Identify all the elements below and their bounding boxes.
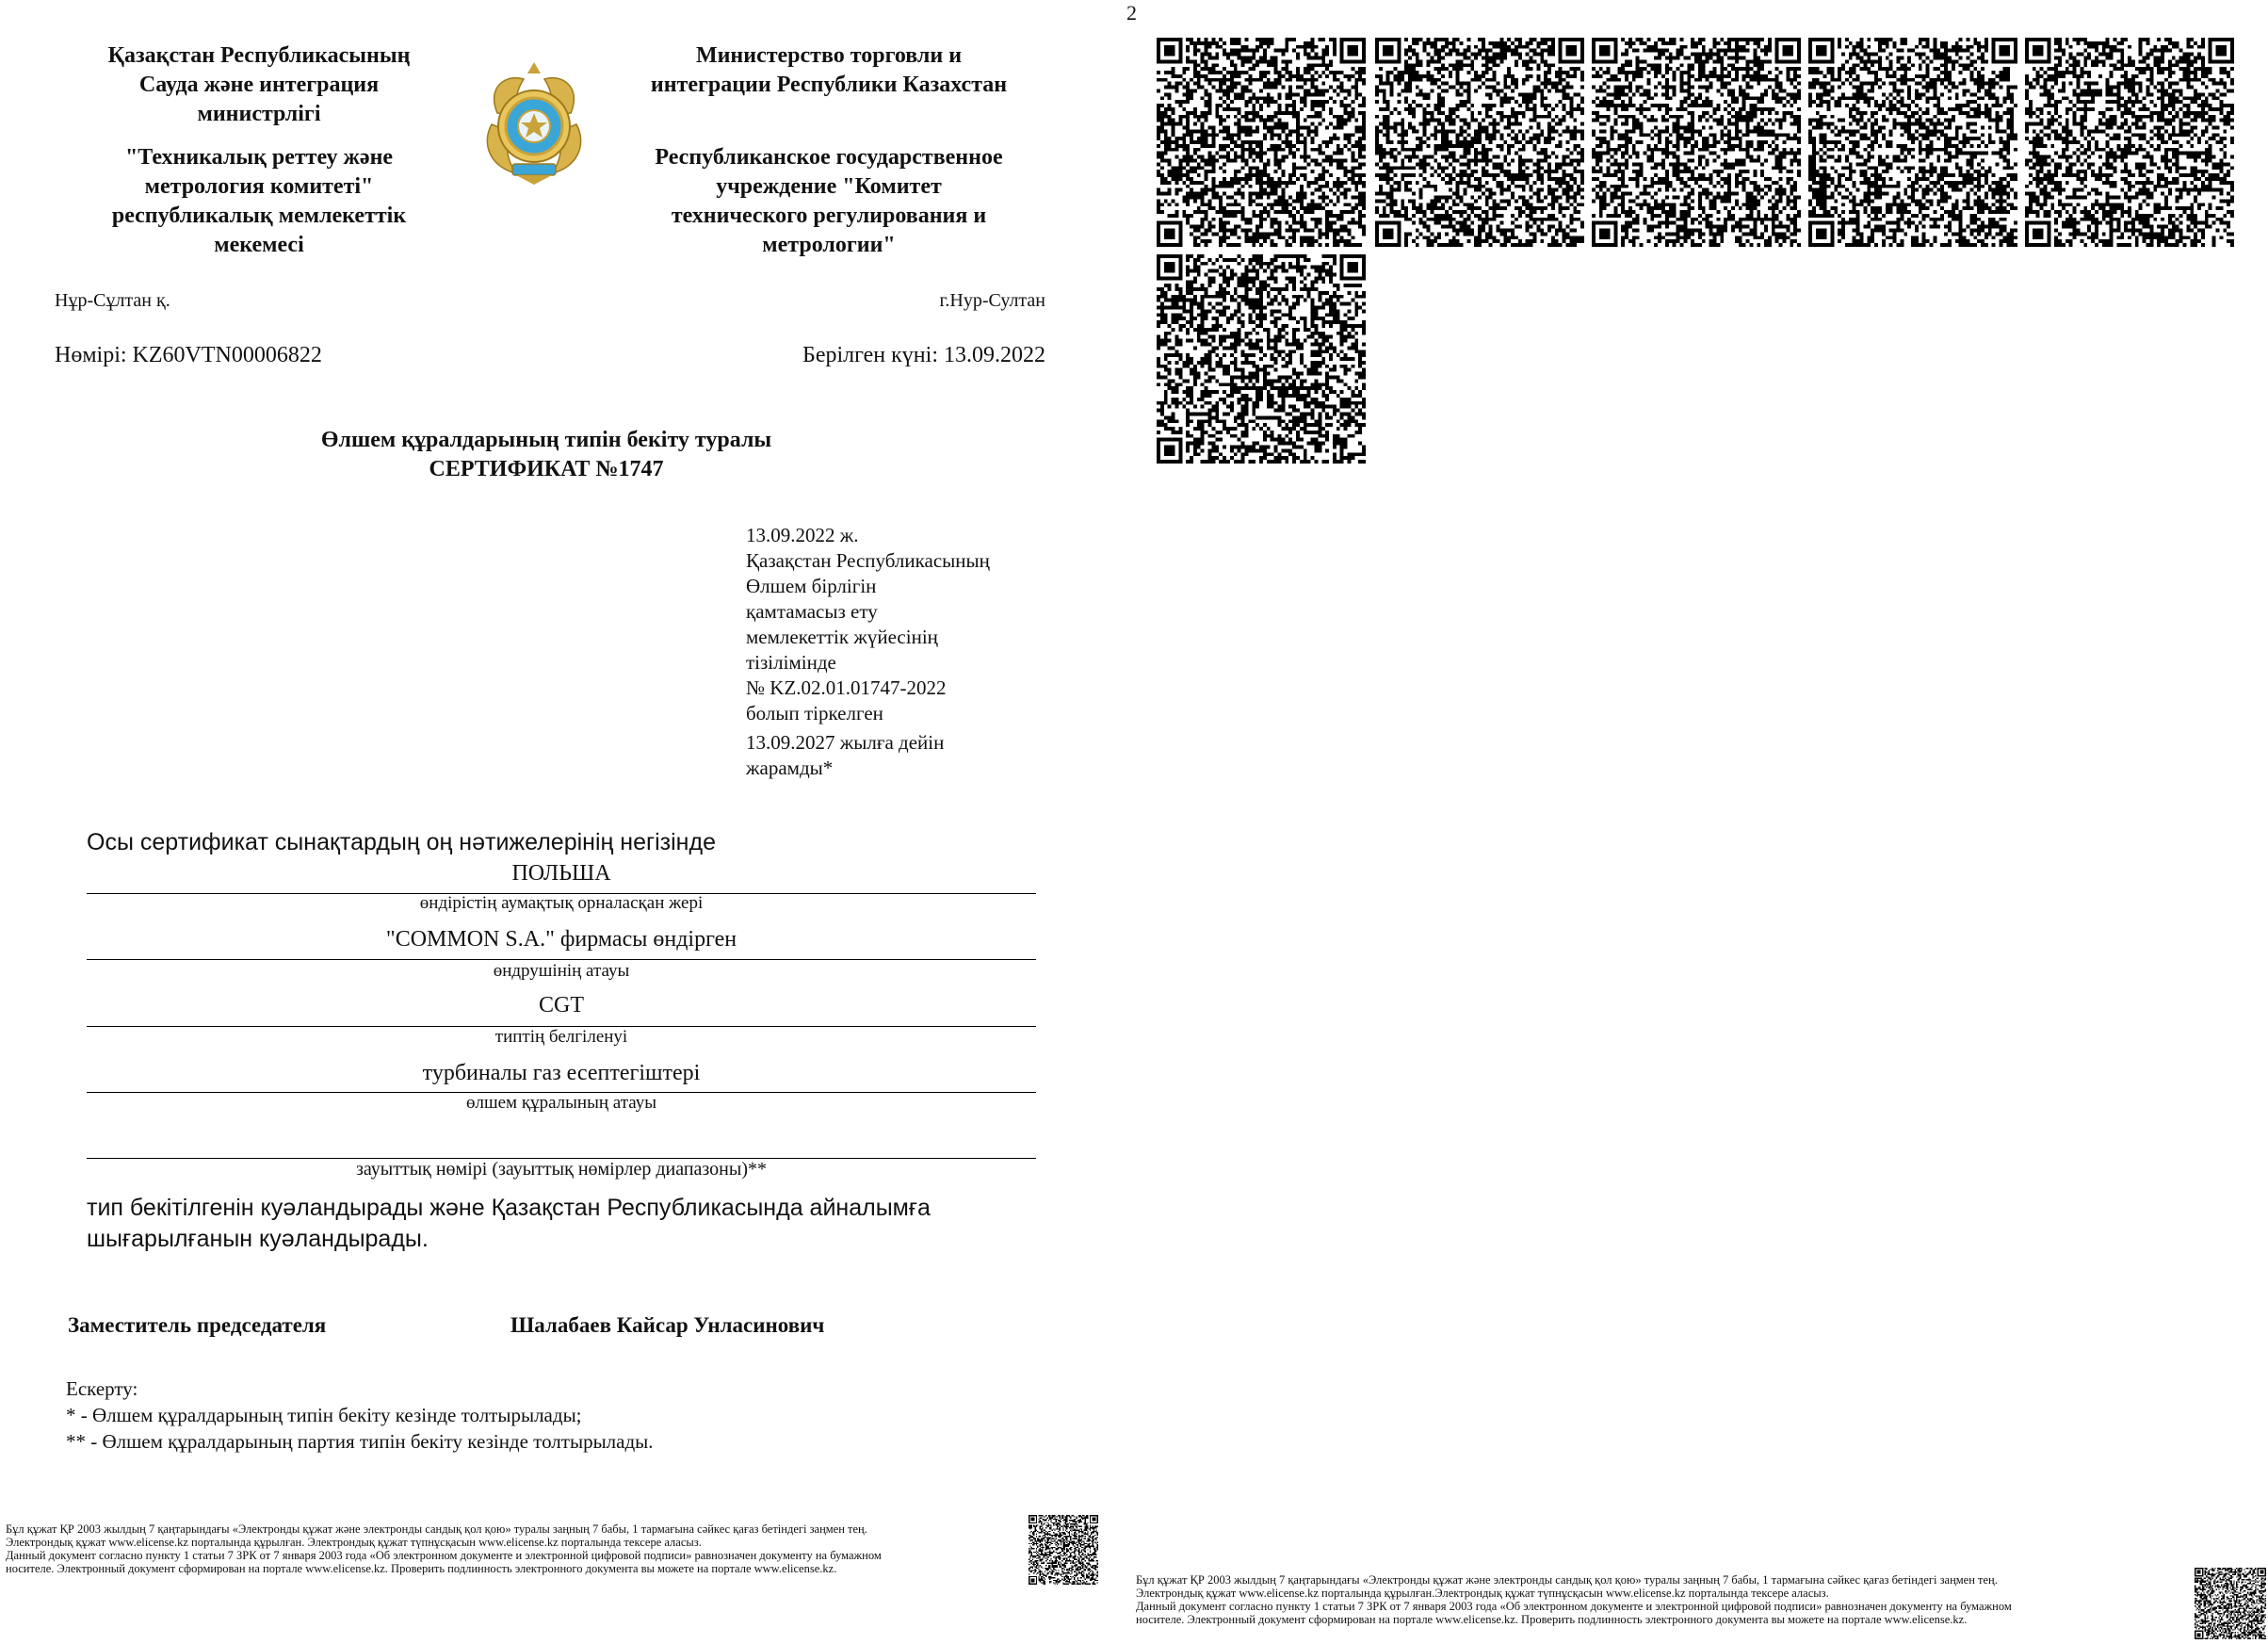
footer-line: Бұл құжат ҚР 2003 жылдың 7 қаңтарындағы «Электронды құжат және электронды сандық қол қою» туралы заңның 7 бабы, 1 тармағына сәйкес қағаз бетіндегі заңмен тең. — [1136, 1573, 1998, 1587]
registry-line: қамтамасыз ету — [746, 600, 878, 623]
footer-line: Электрондық құжат www.elicense.kz порталында құрылған. Электрондық құжат түпнұсқасын www.elicense.kz порталында тексере аласыз. — [6, 1536, 702, 1549]
registry-line: 13.09.2027 жылға дейін — [746, 731, 945, 754]
city-ru: г.Нур-Султан — [939, 290, 1045, 311]
page-number: 2 — [1126, 1, 1137, 24]
title-line: Өлшем құралдарының типін бекіту туралы — [320, 428, 772, 452]
header-right-line: учреждение "Комитет — [716, 174, 942, 199]
header-left-line: Сауда және интеграция — [138, 73, 380, 97]
header-left-committee — [57, 143, 462, 260]
header-right-line: Республиканское государственное — [655, 145, 1003, 170]
signatory-position: Заместитель председателя — [68, 1313, 327, 1337]
note-item: * - Өлшем құралдарының типін бекіту кезінде толтырылады; — [66, 1404, 582, 1426]
header-left-ministry — [57, 41, 462, 129]
notes-heading: Ескерту: — [66, 1377, 138, 1400]
field-instrument-label: өлшем құралының атауы — [466, 1093, 656, 1113]
header-right-line: интеграции Республики Казахстан — [650, 73, 1008, 97]
header-right-line: метрологии" — [762, 233, 896, 257]
registry-line: № KZ.02.01.01747-2022 — [746, 676, 947, 699]
header-left-line: метрология комитеті" — [144, 174, 374, 199]
footer-line: Данный документ согласно пункту 1 статьи 7 ЗРК от 7 января 2003 года «Об электронном документе и электронной цифровой подписи» равнозначен документу на бумажном — [6, 1549, 882, 1562]
qr-code-icon — [2195, 1568, 2266, 1639]
header-left-line: Қазақстан Республикасының — [107, 43, 411, 68]
registry-line: мемлекеттік жүйесінің — [746, 626, 938, 648]
registry-block — [746, 523, 1057, 781]
header-left-line: "Техникалық реттеу және — [124, 145, 394, 170]
registry-line: тізілімінде — [746, 651, 836, 674]
notes — [66, 1375, 654, 1455]
footer-line: Данный документ согласно пункту 1 статьи 7 ЗРК от 7 января 2003 года «Об электронном документе и электронной цифровой подписи» равнозначен документу на бумажном — [1136, 1600, 2012, 1613]
signatory-name: Шалабаев Кайсар Унласинович — [510, 1313, 825, 1337]
title-line: СЕРТИФИКАТ №1747 — [429, 457, 664, 481]
header-right-ministry — [612, 41, 1045, 100]
registry-line: Қазақстан Республикасының — [746, 549, 990, 572]
certificate-title — [170, 426, 923, 484]
registry-line: 13.09.2022 ж. — [746, 524, 859, 546]
field-manufacturer-value: "COMMON S.A." фирмасы өндірген — [385, 927, 737, 952]
qr-code-icon — [2025, 38, 2234, 247]
qr-code-icon — [1375, 38, 1584, 247]
field-manufacturer-label: өндрушінің атауы — [493, 961, 630, 981]
qr-code-icon — [1808, 38, 2017, 247]
field-serial-label: зауыттық нөмірі (зауыттық нөмірлер диапазоны)** — [356, 1159, 767, 1180]
header-left-line: республикалық мемлекеттік — [111, 203, 407, 228]
field-type-value: CGT — [539, 993, 584, 1017]
qr-code-icon — [1157, 254, 1366, 464]
qr-code-icon — [1592, 38, 1801, 247]
registry-line: болып тіркелген — [746, 702, 883, 724]
conclusion-line: шығарылғанын куәландырады. — [87, 1226, 429, 1252]
footer-line: носителе. Электронный документ сформирован на портале www.elicense.kz. Проверить подлинность электронного документа вы можете на портале www.elicense.kz. — [6, 1562, 837, 1575]
field-divider — [87, 959, 1036, 960]
footer-line: Бұл құжат ҚР 2003 жылдың 7 қаңтарындағы «Электронды құжат және электронды сандық қол қою» туралы заңның 7 бабы, 1 тармағына сәйкес қағаз бетіндегі заңмен тең. — [6, 1522, 867, 1536]
registry-line: Өлшем бірлігін — [746, 575, 877, 597]
note-item: ** - Өлшем құралдарының партия типін бекіту кезінде толтырылады. — [66, 1430, 654, 1453]
header-right-committee — [612, 143, 1045, 260]
certificate-number: Нөмірі: KZ60VTN00006822 — [55, 343, 322, 367]
field-instrument-value: турбиналы газ есептегіштері — [422, 1061, 701, 1085]
field-type-label: типтің белгіленуі — [494, 1027, 628, 1047]
qr-code-icon — [1029, 1515, 1098, 1585]
header-left-line: мекемесі — [214, 233, 304, 257]
field-country-label: өндірістің аумақтық орналасқан жері — [419, 893, 704, 913]
issue-date: Берілген күні: 13.09.2022 — [802, 343, 1045, 367]
body-intro: Осы сертификат сынақтардың оң нәтижелерінің негізінде — [87, 829, 716, 855]
header-right-line: Министерство торговли и — [695, 43, 963, 68]
footer-legal-right — [1136, 1573, 2172, 1626]
footer-line: носителе. Электронный документ сформирован на портале www.elicense.kz. Проверить подлинность электронного документа вы можете на портале www.elicense.kz. — [1136, 1613, 1968, 1626]
state-emblem-icon — [478, 58, 590, 188]
qr-code-icon — [1157, 38, 1366, 247]
registry-line: жарамды* — [746, 757, 834, 779]
footer-line: Электрондық құжат www.elicense.kz порталында құрылған.Электрондық құжат түпнұсқасын www.elicense.kz порталында тексере аласыз. — [1136, 1587, 1829, 1600]
conclusion-line: тип бекітілгенін куәландырады және Қазақстан Республикасында айналымға — [87, 1195, 931, 1221]
header-left-line: министрлігі — [197, 102, 321, 126]
city-kz: Нұр-Сұлтан қ. — [55, 290, 170, 311]
field-country-value: ПОЛЬША — [511, 861, 611, 886]
footer-legal-left — [6, 1522, 1023, 1575]
header-right-line: технического регулирования и — [671, 203, 987, 228]
body-conclusion — [87, 1193, 931, 1255]
